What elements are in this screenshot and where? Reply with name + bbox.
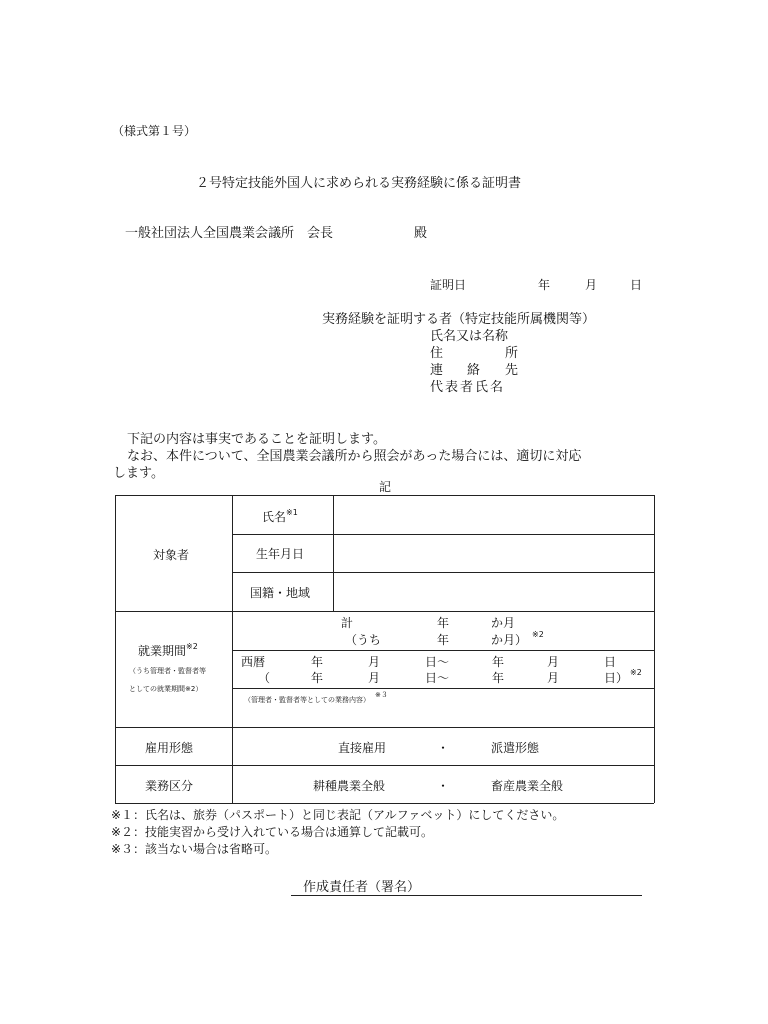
range-month-sub: 月 [368, 671, 381, 685]
range-day-close-sub: 日） [604, 671, 629, 685]
certifier-contact-label-3: 先 [505, 363, 519, 378]
certifier-name-label: 氏名又は名称 [430, 329, 509, 344]
footnote-3: ※３：該当ない場合は省略可。 [111, 842, 278, 856]
document-title: ２号特定技能外国人に求められる実務経験に係る証明書 [196, 176, 522, 191]
total-note: ※2 [532, 630, 544, 639]
footnote-1: ※１：氏名は、旅券（パスポート）と同じ表記（アルファベット）にしてください。 [111, 808, 565, 822]
employment-dispatch: 派遣形態 [491, 741, 540, 755]
certifier-heading: 実務経験を証明する者（特定技能所属機関等） [322, 312, 596, 327]
range-note: ※2 [630, 668, 642, 677]
duties-note-mark: ※３ [375, 691, 388, 699]
period-sub-label-2: としての就業期間※2） [129, 685, 203, 693]
addressee-organization: 一般社団法人全国農業会議所 会長 [125, 226, 334, 241]
range-seireki: 西暦 [241, 655, 266, 669]
statement-line-3: します。 [113, 466, 164, 481]
footnote-2: ※２：技能実習から受け入れている場合は通算して記載可。 [111, 825, 434, 839]
range-day-from-sub: 日～ [425, 671, 450, 685]
range-year-to-sub: 年 [492, 671, 505, 685]
range-month: 月 [368, 655, 381, 669]
birth-date-label: 生年月日 [256, 547, 305, 561]
total-year-2: 年 [437, 633, 450, 647]
total-months: か月 [491, 616, 516, 630]
certifier-rep-label: 代表者氏名 [430, 380, 506, 395]
range-month-to-sub: 月 [547, 671, 560, 685]
ki-label: 記 [379, 480, 392, 494]
employment-label: 雇用形態 [145, 741, 194, 755]
range-year-sub: 年 [311, 671, 324, 685]
range-day-to: 日 [604, 655, 617, 669]
business-label: 業務区分 [145, 779, 194, 793]
certifier-contact-label-2: 絡 [467, 363, 481, 378]
addressee-honorific: 殿 [414, 226, 428, 241]
date-year: 年 [538, 278, 551, 292]
business-crop: 耕種農業全般 [313, 779, 386, 793]
employment-direct: 直接雇用 [338, 741, 387, 755]
date-day: 日 [630, 278, 643, 292]
signature-line[interactable] [291, 895, 642, 896]
statement-line-2: なお、本件について、全国農業会議所から照会があった場合には、適切に対応 [127, 449, 582, 464]
range-year: 年 [311, 655, 324, 669]
date-label: 証明日 [430, 278, 467, 292]
range-open-paren: （ [258, 671, 271, 685]
period-sub-label-1: （うち管理者・監督者等 [129, 667, 206, 675]
range-month-to: 月 [547, 655, 560, 669]
name-label: 氏名$^{※1}$ [262, 508, 298, 524]
total-months-2: か月） [491, 633, 528, 647]
certifier-address-label-2: 所 [505, 346, 519, 361]
employment-separator: ・ [437, 741, 450, 755]
signature-label: 作成責任者（署名） [303, 880, 421, 895]
business-separator: ・ [437, 779, 450, 793]
form-number: （様式第１号） [112, 124, 197, 138]
duties-note: （管理者・監督者等としての業務内容） [244, 696, 370, 704]
business-livestock: 畜産農業全般 [491, 779, 564, 793]
total-uchi: （うち [345, 633, 382, 647]
date-month: 月 [585, 278, 598, 292]
certifier-address-label: 住 [430, 346, 444, 361]
total-kei: 計 [341, 616, 354, 630]
certifier-contact-label: 連 [430, 363, 444, 378]
subject-label: 対象者 [153, 548, 190, 562]
statement-line-1: 下記の内容は事実であることを証明します。 [127, 432, 386, 447]
total-year: 年 [437, 616, 450, 630]
period-label: 就業期間$^{※2}$ [138, 642, 198, 658]
range-day-from: 日～ [425, 655, 450, 669]
range-year-to: 年 [492, 655, 505, 669]
nationality-label: 国籍・地域 [250, 586, 311, 600]
